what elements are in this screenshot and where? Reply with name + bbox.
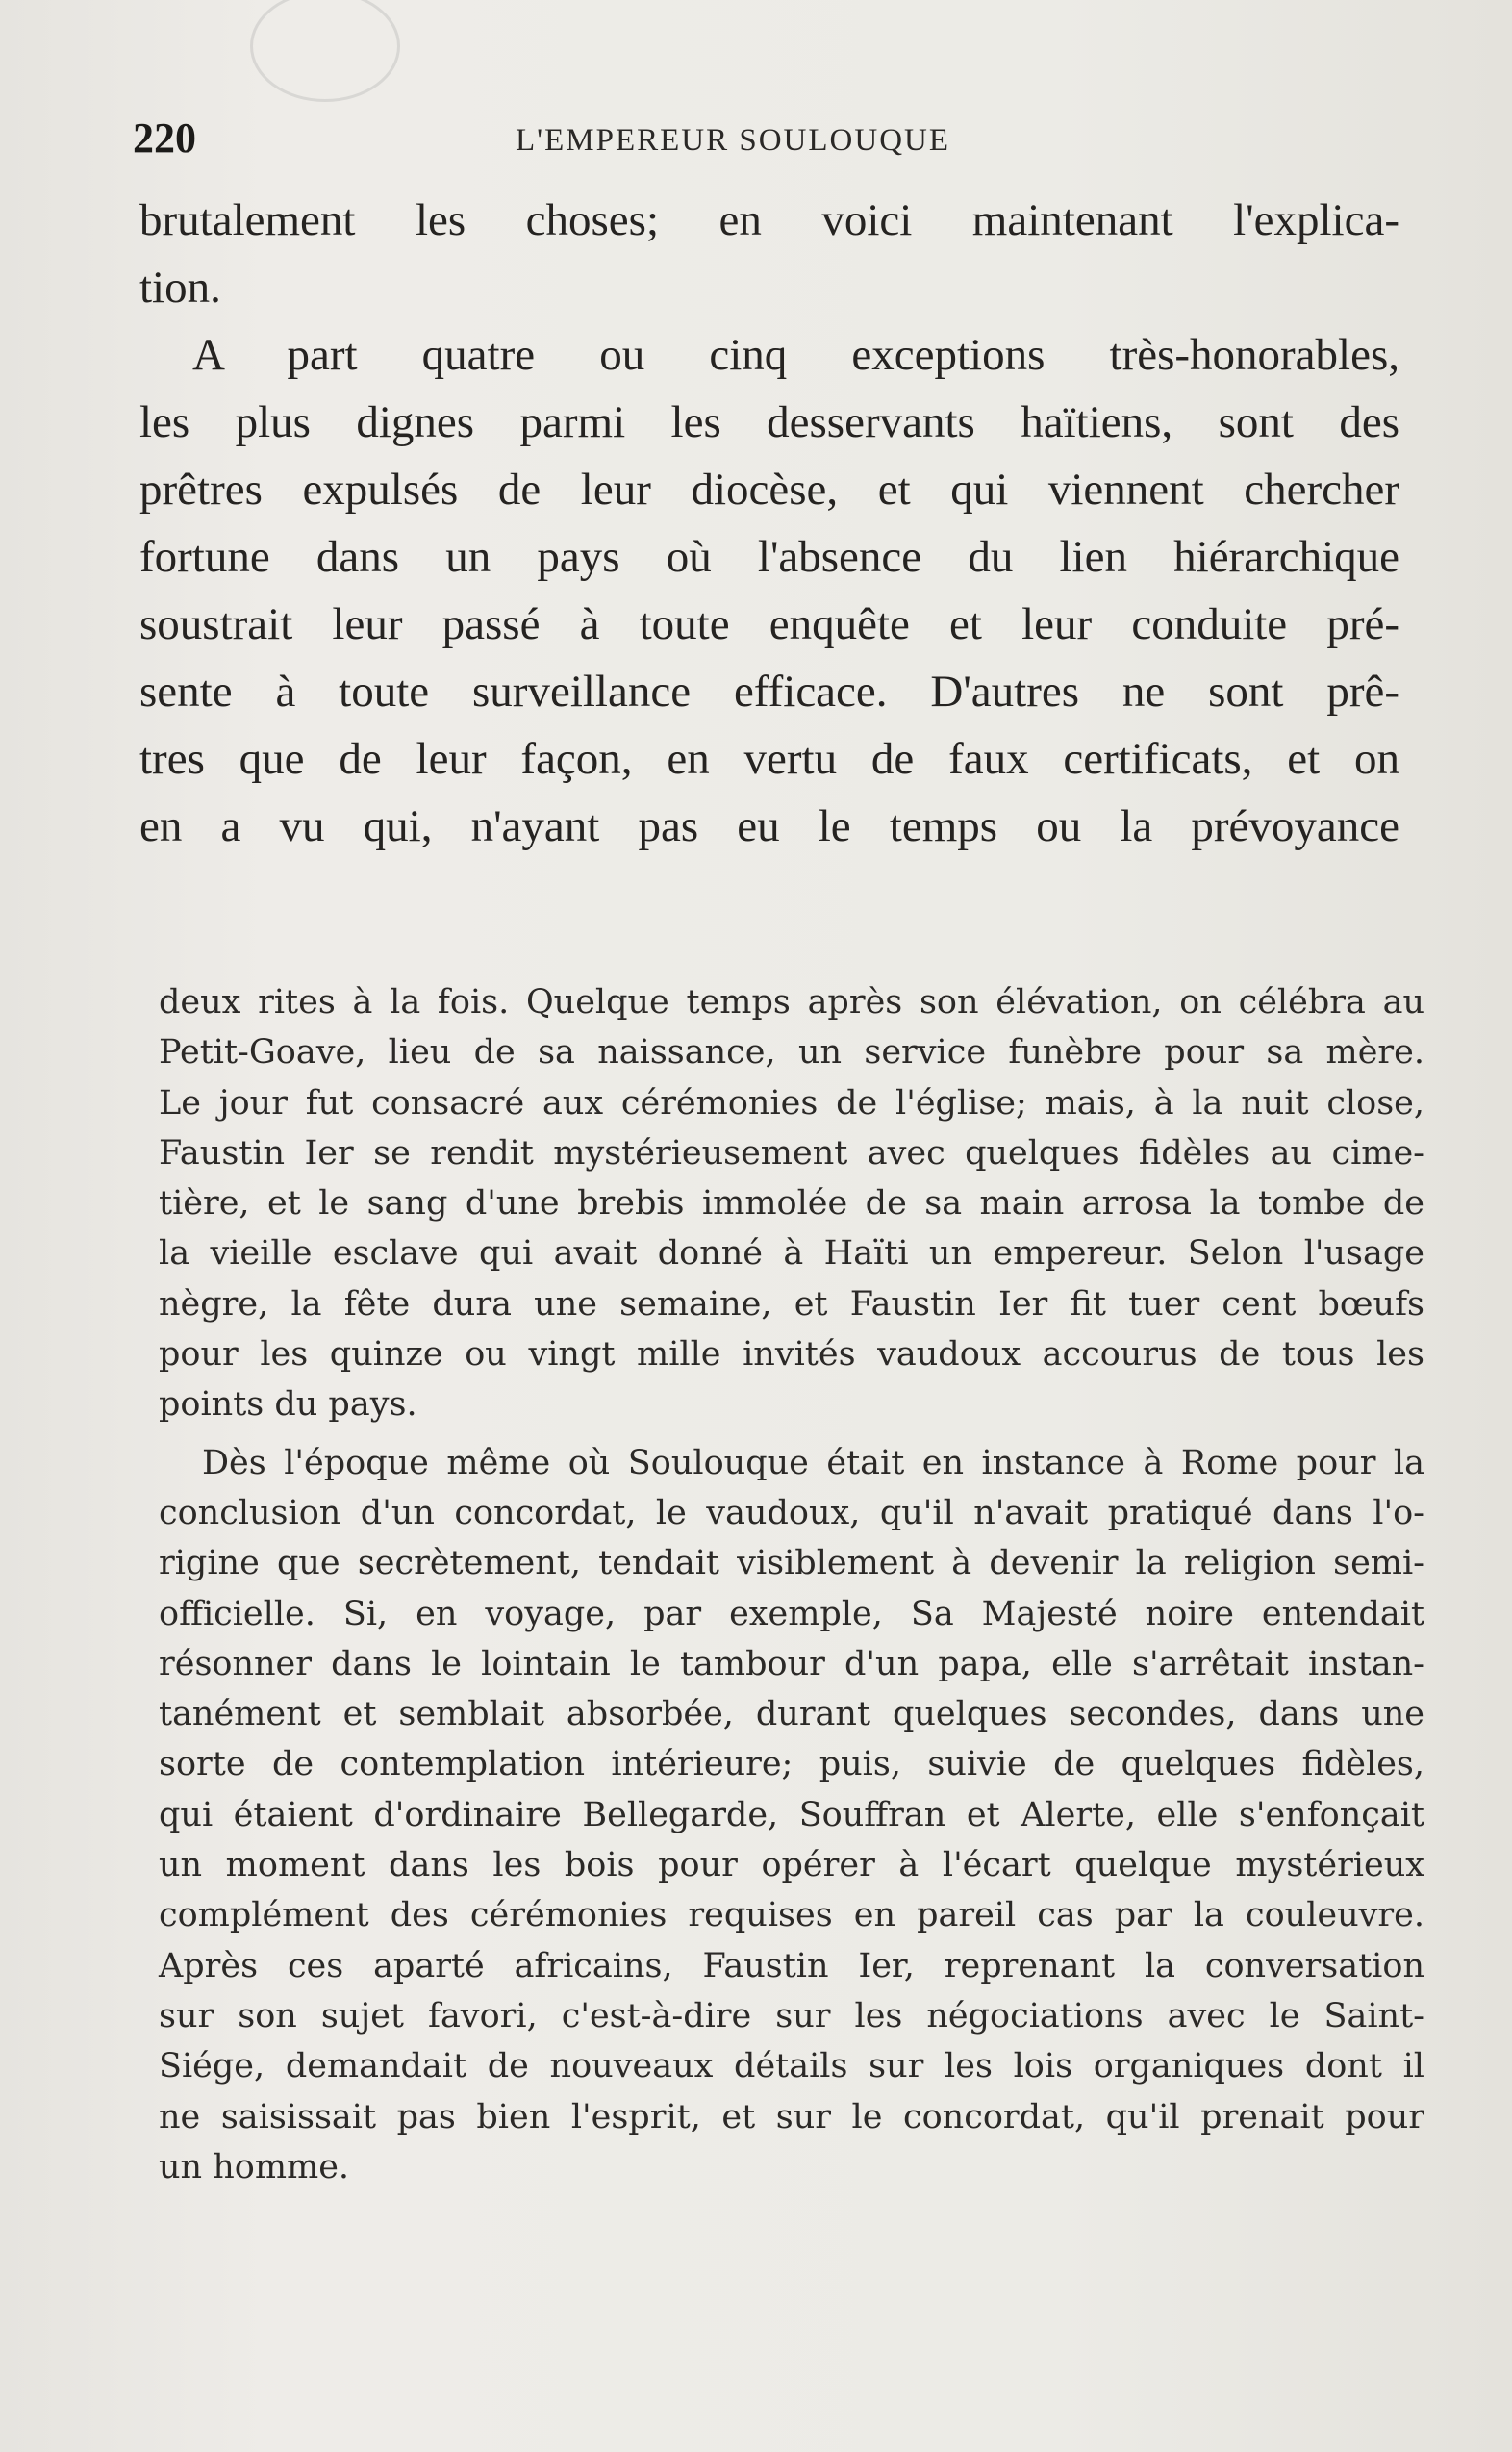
footnote-line: Siége, demandait de nouveaux détails sur les lois organiques dont il <box>159 2047 1424 2086</box>
footnote-line: tanément et semblait absorbée, durant quelques secondes, dans une <box>159 1695 1424 1734</box>
page-number: 220 <box>133 114 196 162</box>
footnote-line: rigine que secrètement, tendait visiblement à devenir la religion semi- <box>159 1544 1424 1583</box>
text-line: tion. <box>139 263 221 313</box>
main-text-block <box>139 187 1399 860</box>
footnote-block <box>159 977 1424 2192</box>
footnote-line: Faustin Ier se rendit mystérieusement avec quelques fidèles au cime- <box>159 1133 1424 1173</box>
footnote-line: sur son sujet favori, c'est-à-dire sur les négociations avec le Saint- <box>159 1996 1424 2035</box>
footnote-line: Le jour fut consacré aux cérémonies de l'église; mais, à la nuit close, <box>159 1083 1424 1123</box>
footnote-line: la vieille esclave qui avait donné à Haïti un empereur. Selon l'usage <box>159 1234 1424 1274</box>
footnote-line: deux rites à la fois. Quelque temps après son élévation, on célébra au <box>159 983 1424 1022</box>
library-stamp-mark <box>250 0 400 102</box>
footnote-line: Petit-Goave, lieu de sa naissance, un service funèbre pour sa mère. <box>159 1033 1424 1073</box>
footnote-line: résonner dans le lointain le tambour d'un papa, elle s'arrêtait instan- <box>159 1644 1424 1683</box>
footnote-line: nègre, la fête dura une semaine, et Faustin Ier fit tuer cent bœufs <box>159 1284 1424 1324</box>
footnote-line: officielle. Si, en voyage, par exemple, Sa Majesté noire entendait <box>159 1594 1424 1633</box>
footnote-line: conclusion d'un concordat, le vaudoux, qu'il n'avait pratiqué dans l'o- <box>159 1493 1424 1532</box>
running-title: L'EMPEREUR SOULOUQUE <box>516 123 951 158</box>
footnote-line: pour les quinze ou vingt mille invités vaudoux accourus de tous les <box>159 1335 1424 1375</box>
footnote-line: tière, et le sang d'une brebis immolée de sa main arrosa la tombe de <box>159 1184 1424 1224</box>
text-line: fortune dans un pays où l'absence du lien hiérarchique <box>139 532 1399 582</box>
footnote-line: points du pays. <box>159 1385 417 1425</box>
text-line: les plus dignes parmi les desservants haïtiens, sont des <box>139 397 1399 447</box>
footnote-line: complément des cérémonies requises en pareil cas par la couleuvre. <box>159 1896 1424 1935</box>
footnote-line: sorte de contemplation intérieure; puis, suivie de quelques fidèles, <box>159 1745 1424 1784</box>
text-line: soustrait leur passé à toute enquête et leur conduite pré- <box>139 599 1399 649</box>
footnote-line: Après ces aparté africains, Faustin Ier, reprenant la conversation <box>159 1946 1424 1985</box>
footnote-line: qui étaient d'ordinaire Bellegarde, Souffran et Alerte, elle s'enfonçait <box>159 1795 1424 1834</box>
text-line: sente à toute surveillance efficace. D'autres ne sont prê- <box>139 667 1399 717</box>
page-header <box>133 114 1402 171</box>
text-line: en a vu qui, n'ayant pas eu le temps ou la prévoyance <box>139 801 1399 851</box>
footnote-line: un homme. <box>159 2147 350 2187</box>
text-line: prêtres expulsés de leur diocèse, et qui viennent chercher <box>139 465 1399 515</box>
text-line: brutalement les choses; en voici maintenant l'explica- <box>139 195 1399 245</box>
text-line: tres que de leur façon, en vertu de faux certificats, et on <box>139 734 1399 784</box>
footnote-line: Dès l'époque même où Soulouque était en instance à Rome pour la <box>202 1443 1424 1482</box>
footnote-line: un moment dans les bois pour opérer à l'écart quelque mystérieux <box>159 1846 1424 1885</box>
footnote-line: ne saisissait pas bien l'esprit, et sur le concordat, qu'il prenait pour <box>159 2097 1424 2136</box>
text-line: A part quatre ou cinq exceptions très-honorables, <box>192 330 1399 380</box>
